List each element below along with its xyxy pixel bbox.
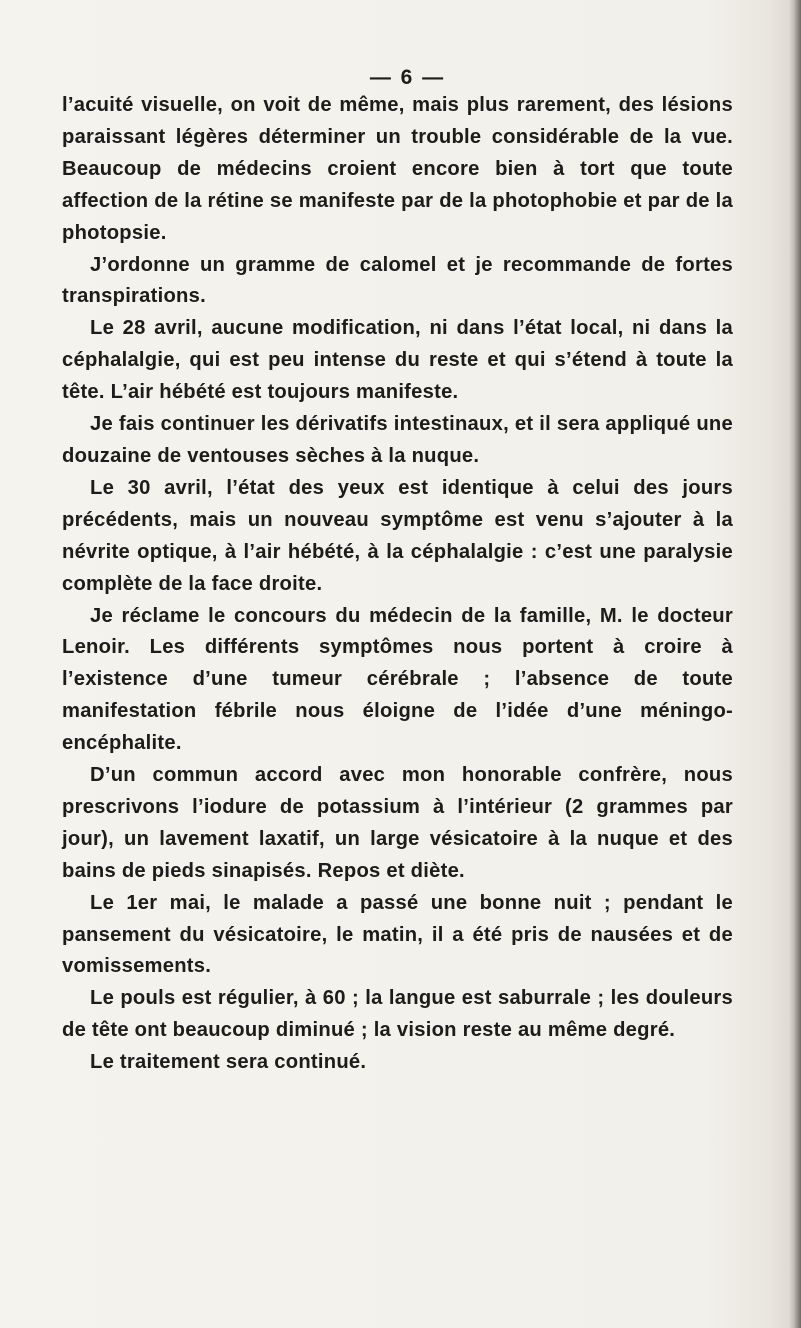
page-number: — 6 — xyxy=(369,66,446,89)
paragraph-7: D’un commun accord avec mon honorable confrère, nous prescrivons l’iodure de potassium à l’intérieur (2 grammes par jour), un lavement laxatif, un large vésicatoire à la nuque et des bains de pieds sinapisés. Repos et diète. xyxy=(62,764,733,882)
paragraph-5: Le 30 avril, l’état des yeux est identique à celui des jours précédents, mais un nouveau symptôme est venu s’ajouter à la névrite optique, à l’air hébété, à la céphalalgie : c’est une paralysie complète de la face droite. xyxy=(62,476,733,595)
paragraph-9: Le pouls est régulier, à 60 ; la langue est saburrale ; les douleurs de tête ont beaucoup diminué ; la vision reste au même degré. xyxy=(62,987,733,1042)
paragraph-10: Le traitement sera continué. xyxy=(90,1051,367,1074)
paragraph-6: Je réclame le concours du médecin de la famille, M. le docteur Lenoir. Les différents symptômes nous portent à croire à l’existence d’une tumeur cérébrale ; l’absence de toute manifestation fébrile nous éloigne de l’idée d’une méningo-encéphalite. xyxy=(62,604,733,755)
paragraph-1: l’acuité visuelle, on voit de même, mais plus rarement, des lésions paraissant légères déterminer un trouble considérable de la vue. Beaucoup de médecins croient encore bien à tort que toute affection de la rétine se manifeste par de la photophobie et par de la photopsie. xyxy=(62,94,733,244)
paragraph-4: Je fais continuer les dérivatifs intestinaux, et il sera appliqué une douzaine de ventouses sèches à la nuque. xyxy=(62,413,733,467)
paragraph-3: Le 28 avril, aucune modification, ni dans l’état local, ni dans la céphalalgie, qui est peu intense du reste et qui s’étend à toute la tête. L’air hébété est toujours manifeste. xyxy=(62,317,733,404)
paragraph-8: Le 1er mai, le malade a passé une bonne nuit ; pendant le pansement du vésicatoire, le matin, il a été pris de nausées et de vomissements. xyxy=(62,891,733,978)
body-text xyxy=(62,90,733,1079)
paragraph-2: J’ordonne un gramme de calomel et je recommande de fortes transpirations. xyxy=(62,253,733,308)
page-edge-shadow xyxy=(789,0,801,1328)
